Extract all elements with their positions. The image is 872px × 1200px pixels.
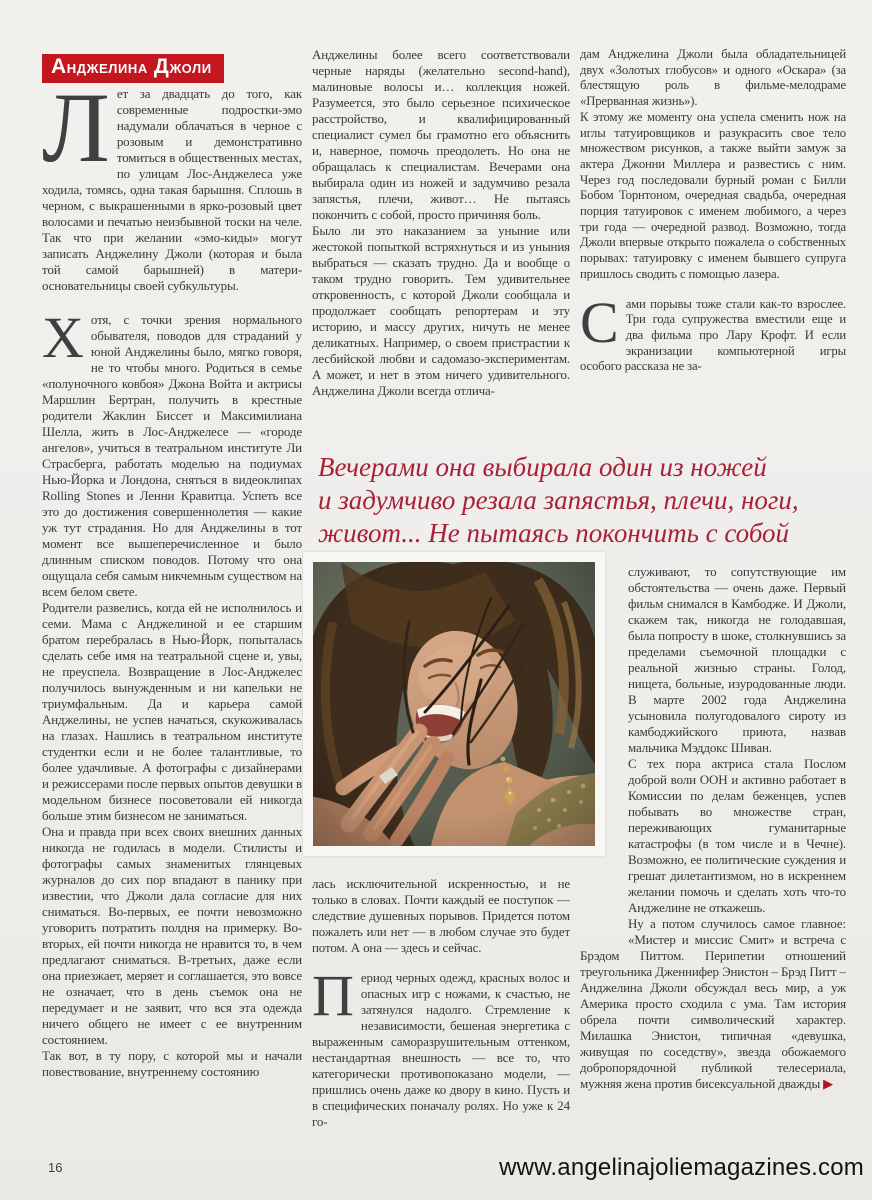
paragraph: лась исключительной искренностью, и не только в словах. Почти каждый ее поступок — следствие душевных порывов. Придется потом пожалеть или нет — в любом случае это будет потом. А она — здесь и сейчас. bbox=[312, 876, 570, 955]
paragraph: Она и правда при всех своих внешних данных никогда не годилась в модели. Стилисты и фотографы самых знаменитых глянцевых журналов до сих пор впадают в панику при известии, что Джоли дала согласие для них сниматься. Во-первых, ее почти невозможно уговорить потратить полдня на примерку. Во-вторых, ей почти никогда не нравится то, в чем предлагают сниматься. В-третьих, даже если она приезжает, меряет и соглашается, это вовсе не означает, что в день съемок она не передумает и не заявит, что вся эта одежда ничего общего не имеет с ее внутренним состоянием. bbox=[42, 824, 302, 1047]
paragraph: Родители развелись, когда ей не исполнилось и семи. Мама с Анджелиной и ее старшим братом перебралась в Нью-Йорк, попыталась сделать себе имя на театральной сцене и, увы, не преуспела. Возвращение в Лос-Анджелес получилось вынужденным и ни капельки не триумфальным. Да и карьера самой Анджелины, не успев начаться, скукоживалась на глазах. Нашлись в театральном институте студентки если и не более талантливые, то более удачливые. А фотографы с дизайнерами и режиссерами после первых опытов девушки в модельном бизнесе посоветовали ей никогда больше этим бизнесом не заниматься. bbox=[42, 600, 302, 823]
magazine-website: www.angelinajoliemagazines.com bbox=[499, 1154, 864, 1181]
banner-word-first: АНДЖЕЛИНА bbox=[51, 55, 148, 78]
paragraph: Ну а потом случилось самое главное: «Мистер и миссис Смит» и встреча с Брэдом Питтом. Перипетии отношений треугольника Дженнифер Энистон – Брэд Питт – Анджелина Джоли обсуждал весь мир, а уж Америка просто сходила с ума. Там история обрела почти символический характер. Милашка Энистон, типичная «девушка, живущая по соседству», звезда обожаемого добропорядочной публикой телесериала, мужняя жена против бисексуальной дважды ▶ bbox=[580, 916, 846, 1092]
article-column-2-bottom bbox=[312, 876, 570, 1158]
article-column-3-bottom bbox=[580, 564, 846, 1164]
dropcap-letter: Х bbox=[42, 305, 84, 370]
article-column-3-top bbox=[580, 47, 846, 450]
photo-frame bbox=[303, 552, 605, 856]
paragraph: Хотя, с точки зрения нормального обывателя, поводов для страданий у юной Анджелины было, мягко говоря, не то чтобы много. Родиться в семье «полуночного ковбоя» Джона Войта и актрисы Маршлин Бертран, получить в крестные родители Жаклин Биссет и Максимилиана Шелла, жить в Лос-Анджелесе — «городе ангелов», учиться в театральном институте Ли Страсберга, работать моделью на подиумах Нью-Йорка и Лондона, сняться в видеоклипах Rolling Stones и Ленни Кравитца. Успеть все это до достижения совершеннолетия — какие уж тут страдания. Но для Анджелины в тот момент все вышеперечисленное и было длинным списком поводов. Потому что она ощущала себя самым никчемным существом на всем белом свете. bbox=[42, 305, 302, 599]
article-column-1 bbox=[42, 86, 302, 1152]
angelina-photo bbox=[313, 562, 595, 846]
category-banner bbox=[42, 54, 224, 83]
pull-quote-line: и задумчиво резала запястья, плечи, ноги, bbox=[318, 485, 799, 515]
dropcap-letter: С bbox=[580, 289, 619, 355]
dropcap-letter: П bbox=[312, 963, 354, 1028]
page-number: 16 bbox=[48, 1160, 63, 1175]
paragraph: Анджелины более всего соответствовали черные наряды (желательно second-hand), малиновые волосы и… коллекция ножей. Разумеется, это было серьезное психическое расстройство, и квалифицированный специалист сумел бы грамотно его объяснить и, наверное, помочь преодолеть. Но она не обращалась к специалистам. Вечерами она выбирала один из ножей и задумчиво резала запястья, плечи, живот… Не пытаясь покончить с собой, просто причиняя боль. bbox=[312, 47, 570, 222]
paragraph: дам Анджелина Джоли была обладательницей двух «Золотых глобусов» и одного «Оскара» (за блестящую роль в фильме-мелодраме «Прерванная жизнь»). bbox=[580, 47, 846, 109]
pull-quote-line: живот... Не пытаясь покончить с собой bbox=[318, 518, 790, 548]
paragraph: Сами порывы тоже стали как-то взрослее. Три года супружества вместили еще и два фильма про Лару Крофт. И если экранизации компьютерной игры особого рассказа не за- bbox=[580, 289, 846, 374]
pull-quote-line: Вечерами она выбирала один из ножей bbox=[318, 452, 767, 482]
paragraph: Период черных одежд, красных волос и опасных игр с ножами, к счастью, не затянулся надолго. Стремление к независимости, бешеная энергетика с выраженным саморазрушительным оттенком, нестандартная внешность — все то, что категорически противопоказано модели, — пришлись очень даже ко двору в кино. Пусть и в специфических поначалу ролях. Но уже к 24 го- bbox=[312, 963, 570, 1129]
photo-wrap-spacer bbox=[580, 564, 628, 934]
paragraph: Так вот, в ту пору, с которой мы и начали повествование, внутреннему состоянию bbox=[42, 1048, 302, 1079]
paragraph: служивают, то сопутствующие им обстоятельства — очень даже. Первый фильм снимался в Камбодже. И Джоли, скажем так, никогда не голодавшая, была попросту в шоке, столкнувшись за пределами съемочной площадки с реальной жизнью страны. Голод, нищета, больные, изуродованные люди. В марте 2002 года Анджелина усыновила полугодовалого сироту из камбоджийского приюта, назвав мальчика Мэддокс Шиван. bbox=[628, 564, 846, 755]
paragraph: Лет за двадцать до того, как современные подростки-эмо надумали облачаться в черное с розовым и демонстративно томиться в общественных местах, по улицам Лос-Анджелеса уже ходила, томясь, одна такая барышня. Сплошь в черном, с выкрашенными в ярко-розовый цвет волосами и печатью неизбывной тоски на челе. Так что при желании «эмо-киды» могут записать Анджелину Джоли (которая и была той самой барышней) в матери-основательницы своей субкультуры. bbox=[42, 86, 302, 293]
paragraph: С тех пора актриса стала Послом доброй воли ООН и активно работает в Комиссии по делам беженцев, успев побывать во множестве стран, переживающих гуманитарные катастрофы (в том числе и в Чечне). Возможно, ее политические суждения и грешат дилетантизмом, но в искреннем желании помочь и сделать хоть что-то Анджелине не откажешь. bbox=[628, 756, 846, 915]
paragraph: Было ли это наказанием за уныние или жестокой попыткой встряхнуться и из уныния выбраться — сказать трудно. Да и вообще о таком трудно говорить. Тем удивительнее откровенность, с которой Джоли сообщала и продолжает сообщать репортерам и эту историю, и массу других, ничуть не менее деликатных. Например, о своем пристрастии к лесбийской любви и садомазо-экспериментам. А может, и нет в этом ничего удивительного. Анджелина Джоли всегда отлича- bbox=[312, 223, 570, 398]
article-column-2-top bbox=[312, 47, 570, 447]
paragraph: К этому же моменту она успела сменить нож на иглы татуировщиков и разукрасить свое тело множеством рисунков, а также выйти замуж за актера Джонни Миллера и развестись с ним. Через год последовали бурный роман с Билли Бобом Торнтоном, очередная свадьба, очередная порция татуировок с именем любимого, а через три года — очередной развод. Возможно, тогда Джоли впервые открыто пожалела о собственных порывах: татуировку с именем бывшего супруга пришлось сводить с помощью лазера. bbox=[580, 109, 846, 281]
dropcap-letter: Л bbox=[42, 86, 110, 183]
continue-arrow-icon: ▶ bbox=[823, 1077, 834, 1092]
pull-quote bbox=[318, 451, 860, 550]
banner-word-second: ДЖОЛИ bbox=[153, 55, 212, 78]
